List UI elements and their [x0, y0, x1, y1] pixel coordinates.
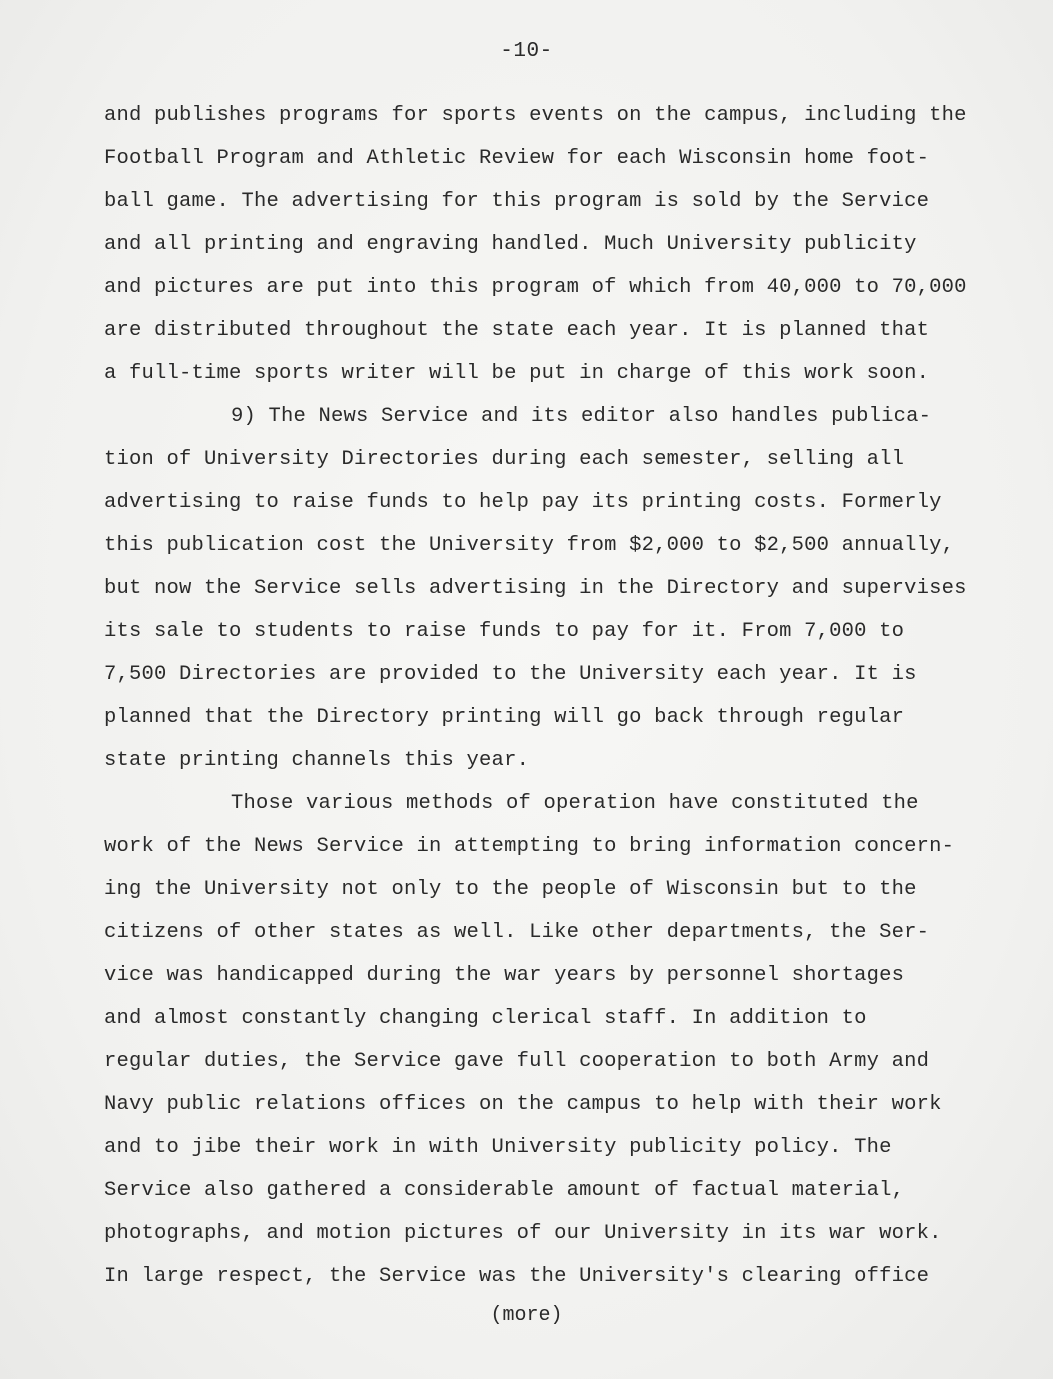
- paragraph-start-line: Those various methods of operation have constituted the: [231, 792, 919, 815]
- text-line: a full-time sports writer will be put in charge of this work soon.: [104, 362, 930, 385]
- text-line: Football Program and Athletic Review for each Wisconsin home foot-: [104, 147, 930, 170]
- text-line: and publishes programs for sports events on the campus, including the: [104, 104, 967, 127]
- text-line: and all printing and engraving handled. Much University publicity: [104, 233, 917, 256]
- text-line: In large respect, the Service was the University's clearing office: [104, 1265, 930, 1288]
- text-line: planned that the Directory printing will go back through regular: [104, 706, 905, 729]
- text-line: regular duties, the Service gave full cooperation to both Army and: [104, 1050, 930, 1073]
- paragraph-start-line: 9) The News Service and its editor also handles publica-: [231, 405, 932, 428]
- text-line: Navy public relations offices on the campus to help with their work: [104, 1093, 942, 1116]
- text-line: Service also gathered a considerable amount of factual material,: [104, 1179, 905, 1202]
- text-line: and pictures are put into this program of which from 40,000 to 70,000: [104, 276, 967, 299]
- text-line: photographs, and motion pictures of our University in its war work.: [104, 1222, 942, 1245]
- text-line: but now the Service sells advertising in the Directory and supervises: [104, 577, 967, 600]
- text-line: ball game. The advertising for this program is sold by the Service: [104, 190, 930, 213]
- body-text: [104, 94, 1004, 1298]
- text-line: are distributed throughout the state each year. It is planned that: [104, 319, 930, 342]
- text-line: vice was handicapped during the war years by personnel shortages: [104, 964, 905, 987]
- text-line: tion of University Directories during each semester, selling all: [104, 448, 905, 471]
- text-line: and almost constantly changing clerical staff. In addition to: [104, 1007, 867, 1030]
- text-line: this publication cost the University from $2,000 to $2,500 annually,: [104, 534, 955, 557]
- text-line: 7,500 Directories are provided to the University each year. It is: [104, 663, 917, 686]
- text-line: ing the University not only to the people of Wisconsin but to the: [104, 878, 917, 901]
- text-line: work of the News Service in attempting to bring information concern-: [104, 835, 955, 858]
- text-line: citizens of other states as well. Like other departments, the Ser-: [104, 921, 930, 944]
- text-line: its sale to students to raise funds to pay for it. From 7,000 to: [104, 620, 905, 643]
- page-number: -10-: [500, 40, 553, 63]
- text-line: advertising to raise funds to help pay its printing costs. Formerly: [104, 491, 942, 514]
- continuation-marker: (more): [490, 1304, 563, 1327]
- text-line: state printing channels this year.: [104, 749, 530, 772]
- text-line: and to jibe their work in with University publicity policy. The: [104, 1136, 892, 1159]
